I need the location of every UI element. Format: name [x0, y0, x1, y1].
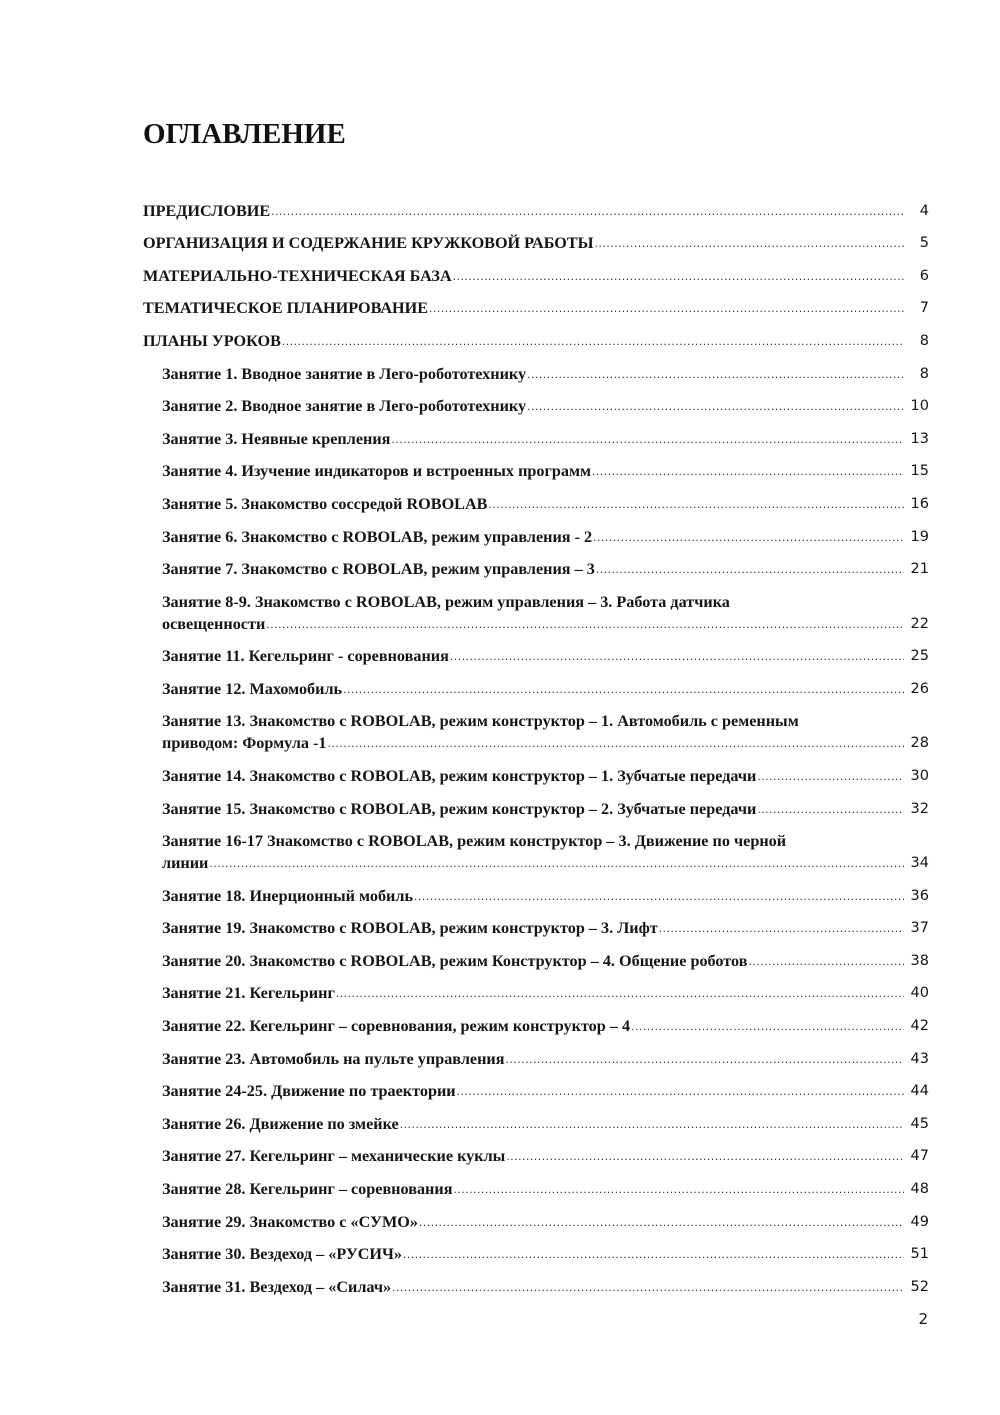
dot-leader: [748, 950, 904, 972]
dot-leader: [271, 200, 904, 222]
toc-entry-line: [162, 493, 904, 515]
toc-section-entry[interactable]: [143, 189, 929, 222]
dot-leader: [328, 732, 904, 754]
toc-page-number: 8: [919, 365, 929, 382]
toc-entry-line: [162, 1243, 904, 1265]
toc-entry-text: ОРГАНИЗАЦИЯ И СОДЕРЖАНИЕ КРУЖКОВОЙ РАБОТЫ: [143, 234, 594, 253]
toc-page-number: 52: [910, 1278, 929, 1295]
toc-entry-label: [162, 678, 904, 700]
dot-leader: [595, 232, 904, 254]
toc-entry-label: [162, 428, 904, 450]
toc-lesson-entry[interactable]: [143, 1004, 929, 1037]
dot-leader: [488, 493, 904, 515]
toc-lesson-entry[interactable]: [143, 667, 929, 700]
toc-entry-label: [162, 1211, 904, 1233]
toc-entry-text: Занятие 11. Кегельринг - соревнования: [162, 647, 449, 666]
dot-leader: [209, 852, 904, 874]
toc-page-number: 38: [910, 952, 929, 969]
toc-title: ОГЛАВЛЕНИЕ: [143, 118, 346, 150]
toc-page-number: 4: [919, 202, 929, 219]
dot-leader: [343, 678, 904, 700]
dot-leader: [450, 645, 904, 667]
dot-leader: [757, 765, 904, 787]
toc-entry-label: [162, 363, 904, 385]
toc-entry-label: [162, 558, 904, 580]
toc-entry-text: Занятие 1. Вводное занятие в Лего-робототехнику: [162, 364, 527, 383]
toc-page-number: 32: [910, 800, 929, 817]
toc-entry-line: [162, 395, 904, 417]
toc-page-number: 21: [910, 561, 929, 578]
toc-entry-line: [162, 917, 904, 939]
toc-page-number: 10: [910, 398, 929, 415]
toc-entry-label: [162, 1145, 904, 1167]
toc-entry-label: [162, 1048, 904, 1070]
toc-lesson-entry[interactable]: [143, 580, 929, 635]
toc-entry-label: [162, 1178, 904, 1200]
toc-entry-text: Занятие 20. Знакомство с ROBOLAB, режим Конструктор – 4. Общение роботов: [162, 951, 748, 970]
toc-entry-line: [162, 1080, 904, 1102]
toc-entry-label: [162, 798, 904, 820]
toc-entry-line: [162, 852, 904, 874]
toc-lesson-entry[interactable]: [143, 1037, 929, 1070]
toc-lesson-entry[interactable]: [143, 482, 929, 515]
toc-lesson-entry[interactable]: [143, 1200, 929, 1233]
toc-section-entry[interactable]: [143, 319, 929, 352]
toc-entry-label: [162, 917, 904, 939]
toc-entry-text: Занятие 22. Кегельринг – соревнования, режим конструктор – 4: [162, 1016, 631, 1035]
toc-lesson-entry[interactable]: [143, 385, 929, 418]
dot-leader: [527, 363, 904, 385]
toc-entry-label: [162, 1113, 904, 1135]
dot-leader: [391, 428, 904, 450]
toc-entry-line: [162, 1145, 904, 1167]
toc-entry-line: [162, 1276, 904, 1298]
toc-page-number: 22: [910, 615, 929, 632]
toc-entry-line: [162, 950, 904, 972]
toc-entry-line: [162, 460, 904, 482]
toc-entry-text: приводом: Формула -1: [162, 734, 327, 753]
toc-page-number: 19: [910, 528, 929, 545]
toc-entry-line: [162, 1048, 904, 1070]
toc-entry-label: [162, 950, 904, 972]
toc-page-number: 49: [910, 1213, 929, 1230]
toc-entry-text: Занятие 4. Изучение индикаторов и встроенных программ: [162, 462, 591, 481]
toc-section-entry[interactable]: [143, 222, 929, 255]
toc-entry-label: [162, 885, 904, 907]
toc-page-number: 37: [910, 920, 929, 937]
toc-page-number: 44: [910, 1083, 929, 1100]
toc-lesson-entry[interactable]: [143, 1070, 929, 1103]
toc-entry-label: [162, 526, 904, 548]
toc-entry-line: [162, 678, 904, 700]
page-number: 2: [918, 1310, 928, 1328]
toc-entry-label: [162, 982, 904, 1004]
dot-leader: [592, 460, 904, 482]
toc-lesson-entry[interactable]: [143, 1265, 929, 1298]
toc-entry-text: ПЛАНЫ УРОКОВ: [143, 331, 281, 350]
toc-entry-text: Занятие 30. Вездеход – «РУСИЧ»: [162, 1245, 402, 1264]
toc-entry-text-line1: Занятие 8-9. Знакомство с ROBOLAB, режим управления – 3. Работа датчика: [162, 592, 730, 611]
toc-lesson-entry[interactable]: [143, 787, 929, 820]
toc-lesson-entry[interactable]: [143, 515, 929, 548]
table-of-contents: [143, 189, 929, 1298]
toc-lesson-entry[interactable]: [143, 352, 929, 385]
toc-entry-text: Занятие 3. Неявные крепления: [162, 429, 391, 448]
toc-lesson-entry[interactable]: [143, 450, 929, 483]
toc-entry-label: [162, 1243, 904, 1265]
dot-leader: [506, 1145, 904, 1167]
toc-entry-line: [162, 526, 904, 548]
toc-page-number: 5: [919, 235, 929, 252]
toc-lesson-entry[interactable]: [143, 820, 929, 875]
toc-entry-text: Занятие 23. Автомобиль на пульте управления: [162, 1049, 505, 1068]
toc-entry-line: [143, 232, 904, 254]
dot-leader: [453, 265, 904, 287]
toc-entry-text: Занятие 18. Инерционный мобиль: [162, 886, 414, 905]
toc-entry-text: Занятие 29. Знакомство с «СУМО»: [162, 1212, 418, 1231]
toc-entry-text: Занятие 6. Знакомство с ROBOLAB, режим управления - 2: [162, 527, 593, 546]
toc-lesson-entry[interactable]: [143, 1167, 929, 1200]
toc-page-number: 13: [910, 430, 929, 447]
toc-entry-text: освещенности: [162, 614, 266, 633]
dot-leader: [282, 330, 904, 352]
dot-leader: [596, 558, 904, 580]
toc-entry-line: [162, 363, 904, 385]
toc-lesson-entry[interactable]: [143, 635, 929, 668]
toc-lesson-entry[interactable]: [143, 939, 929, 972]
toc-entry-line: [162, 765, 904, 787]
toc-entry-label: [162, 710, 904, 754]
toc-page-number: 26: [910, 680, 929, 697]
dot-leader: [403, 1243, 904, 1265]
toc-entry-text: линии: [162, 854, 209, 872]
toc-entry-text: Занятие 12. Махомобиль: [162, 679, 343, 698]
toc-entry-line: [162, 732, 904, 754]
toc-entry-line: [162, 1178, 904, 1200]
toc-page-number: 25: [910, 648, 929, 665]
dot-leader: [429, 297, 904, 319]
toc-entry-text: ПРЕДИСЛОВИЕ: [143, 201, 271, 220]
toc-page-number: 51: [910, 1246, 929, 1263]
toc-lesson-entry[interactable]: [143, 1102, 929, 1135]
toc-entry-label: [143, 200, 904, 222]
toc-page-number: 48: [910, 1180, 929, 1197]
toc-entry-line: [162, 1113, 904, 1135]
dot-leader: [593, 526, 904, 548]
toc-entry-text: Занятие 26. Движение по змейке: [162, 1114, 399, 1133]
toc-page-number: 15: [910, 463, 929, 480]
toc-entry-text: Занятие 2. Вводное занятие в Лего-робототехнику: [162, 397, 527, 416]
toc-entry-line: [162, 885, 904, 907]
dot-leader: [457, 1080, 904, 1102]
toc-entry-line: [162, 1015, 904, 1037]
toc-entry-text: Занятие 19. Знакомство с ROBOLAB, режим конструктор – 3. Лифт: [162, 919, 658, 938]
toc-lesson-entry[interactable]: [143, 1233, 929, 1266]
toc-lesson-entry[interactable]: [143, 417, 929, 450]
toc-entry-label: [162, 1015, 904, 1037]
toc-entry-line: [162, 798, 904, 820]
toc-entry-text: Занятие 7. Знакомство с ROBOLAB, режим управления – 3: [162, 560, 595, 579]
dot-leader: [414, 885, 904, 907]
toc-entry-text-line1: Занятие 16-17 Знакомство с ROBOLAB, режим конструктор – 3. Движение по черной: [162, 832, 787, 850]
toc-page-number: 6: [919, 267, 929, 284]
toc-entry-line: [162, 558, 904, 580]
dot-leader: [659, 917, 904, 939]
toc-page-number: 28: [910, 735, 929, 752]
toc-entry-text: Занятие 5. Знакомство соссредой ROBOLAB: [162, 494, 488, 513]
dot-leader: [506, 1048, 905, 1070]
toc-entry-line: [162, 428, 904, 450]
toc-entry-line: [143, 200, 904, 222]
dot-leader: [336, 982, 904, 1004]
toc-entry-label: [162, 645, 904, 667]
toc-entry-label: [143, 297, 904, 319]
toc-entry-text: Занятие 24-25. Движение по траектории: [162, 1082, 456, 1101]
toc-entry-label: [143, 330, 904, 352]
toc-page-number: 16: [910, 495, 929, 512]
toc-page-number: 43: [910, 1050, 929, 1067]
dot-leader: [266, 613, 904, 635]
dot-leader: [453, 1178, 904, 1200]
toc-entry-label: [143, 265, 904, 287]
dot-leader: [527, 395, 904, 417]
toc-page-number: 40: [910, 985, 929, 1002]
toc-page-number: 47: [910, 1148, 929, 1165]
toc-entry-line: [162, 1211, 904, 1233]
toc-entry-label: [162, 830, 904, 874]
toc-lesson-entry[interactable]: [143, 972, 929, 1005]
toc-entry-label: [143, 232, 904, 254]
toc-page-number: 30: [910, 767, 929, 784]
toc-lesson-entry[interactable]: [143, 548, 929, 581]
toc-entry-line: [143, 265, 904, 287]
toc-lesson-entry[interactable]: [143, 907, 929, 940]
toc-page-number: 7: [919, 300, 929, 317]
toc-page-number: 42: [910, 1017, 929, 1034]
toc-entry-label: [162, 395, 904, 417]
toc-entry-text: Занятие 15. Знакомство с ROBOLAB, режим конструктор – 2. Зубчатые передачи: [162, 799, 757, 818]
toc-lesson-entry[interactable]: [143, 1135, 929, 1168]
toc-entry-text: ТЕМАТИЧЕСКОЕ ПЛАНИРОВАНИЕ: [143, 299, 429, 318]
toc-section-entry[interactable]: [143, 287, 929, 320]
dot-leader: [400, 1113, 904, 1135]
dot-leader: [631, 1015, 904, 1037]
toc-entry-label: [162, 1276, 904, 1298]
toc-page-number: 34: [910, 855, 929, 871]
toc-entry-line: [143, 297, 904, 319]
dot-leader: [419, 1211, 904, 1233]
toc-entry-text: Занятие 27. Кегельринг – механические куклы: [162, 1147, 506, 1166]
toc-section-entry[interactable]: [143, 254, 929, 287]
toc-page-number: 36: [910, 887, 929, 904]
toc-entry-line: [143, 330, 904, 352]
toc-entry-label: [162, 765, 904, 787]
toc-lesson-entry[interactable]: [143, 874, 929, 907]
toc-entry-text: Занятие 14. Знакомство с ROBOLAB, режим конструктор – 1. Зубчатые передачи: [162, 766, 757, 785]
toc-entry-label: [162, 493, 904, 515]
toc-entry-text: МАТЕРИАЛЬНО-ТЕХНИЧЕСКАЯ БАЗА: [143, 266, 452, 285]
dot-leader: [757, 798, 904, 820]
toc-entry-line: [162, 645, 904, 667]
toc-entry-label: [162, 460, 904, 482]
toc-entry-label: [162, 1080, 904, 1102]
toc-entry-text-line1: Занятие 13. Знакомство с ROBOLAB, режим конструктор – 1. Автомобиль с ременным: [162, 712, 799, 731]
toc-lesson-entry[interactable]: [143, 700, 929, 755]
toc-entry-line: [162, 982, 904, 1004]
toc-page-number: 45: [910, 1115, 929, 1132]
toc-entry-line: [162, 613, 904, 635]
toc-lesson-entry[interactable]: [143, 754, 929, 787]
dot-leader: [392, 1276, 904, 1298]
toc-entry-label: [162, 591, 904, 635]
toc-entry-text: Занятие 31. Вездеход – «Силач»: [162, 1277, 392, 1296]
toc-entry-text: Занятие 21. Кегельринг: [162, 984, 335, 1003]
toc-entry-text: Занятие 28. Кегельринг – соревнования: [162, 1179, 453, 1198]
toc-page-number: 8: [919, 332, 929, 349]
